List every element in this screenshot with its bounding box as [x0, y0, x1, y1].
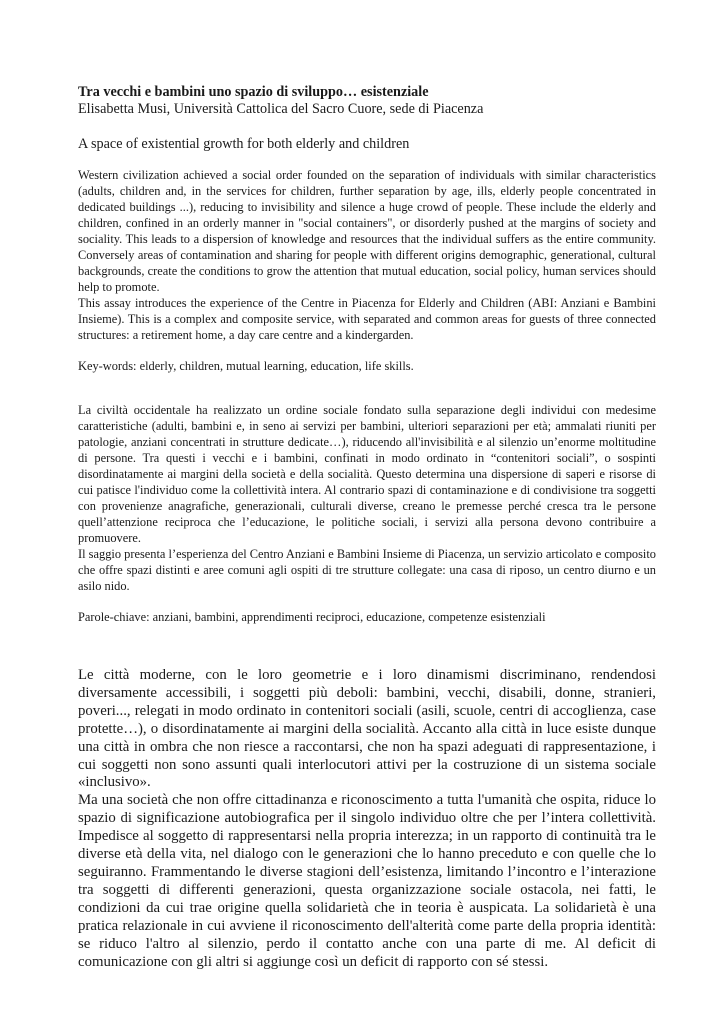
english-abstract-paragraph-2: This assay introduces the experience of the Centre in Piacenza for Elderly and Children (ABI: Anziani e Bambini Insieme). This is a complex and composite service, with separated and common areas for guests of three connected structures: a retirement home, a day care centre and a kindergarden.	[78, 296, 656, 342]
english-keywords: Key-words: elderly, children, mutual learning, education, life skills.	[78, 359, 414, 373]
english-title: A space of existential growth for both elderly and children	[78, 136, 410, 152]
italian-abstract-paragraph-2: Il saggio presenta l’esperienza del Centro Anziani e Bambini Insieme di Piacenza, un servizio articolato e composito che offre spazi distinti e aree comuni agli ospiti di tre strutture collegate: una casa di riposo, un centro diurno e un asilo nido.	[78, 547, 656, 593]
italian-keywords: Parole-chiave: anziani, bambini, apprendimenti reciproci, educazione, competenze esistenziali	[78, 610, 546, 624]
body-paragraph-1: Le città moderne, con le loro geometrie e i loro dinamismi discriminano, rendendosi diversamente accessibili, i soggetti più deboli: bambini, vecchi, disabili, donne, stranieri, poveri..., relegati in modo ordinato in contenitori sociali (asili, scuole, centri di accoglienza, case protette…), o disordinatamente ai margini della socialità. Accanto alla città in luce esiste dunque una città in ombra che non riesce a raccontarsi, che non ha spazi adeguati di rappresentazione, i cui soggetti non sono assunti quali interlocutori attivi per la costruzione di un sistema sociale «inclusivo».	[78, 667, 656, 791]
italian-abstract-paragraph-1: La civiltà occidentale ha realizzato un ordine sociale fondato sulla separazione degli individui con medesime caratteristiche (adulti, bambini e, in seno ai servizi per bambini, ulteriori separazioni per età; ammalati riuniti per patologie, anziani concentrati in strutture dedicate…), riducendo all'invisibilità e al silenzio un’enorme moltitudine di persone. Tra questi i vecchi e i bambini, confinati in modo ordinato in “contenitori sociali”, o sospinti disordinatamente ai margini della società e della socialità. Questo determina una dispersione di saperi e risorse di cui patisce l'individuo come la collettività intera. Al contrario spazi di contaminazione e di condivisione tra soggetti con provenienze anagrafiche, generazionali, culturali diverse, creano le premesse perché cresca tra le persone quell’attenzione reciproca che l’educazione, le politiche sociali, i servizi alla persona devono contribuire a promuovere.	[78, 403, 656, 545]
english-abstract-paragraph-1: Western civilization achieved a social order founded on the separation of individuals with similar characteristics (adults, children and, in the services for children, further separation by age, ills, elderly people concentrated in dedicated buildings ...), reducing to invisibility and silence a huge crowd of people. These include the elderly and children, confined in an orderly manner in "social containers", or disorderly pushed at the margins of society and sociality. This leads to a dispersion of knowledge and resources that the individual suffers as the entire community. Conversely areas of contamination and sharing for people with different origins demographic, generational, cultural backgrounds, create the conditions to grow the attention that mutual education, social policy, human services should help to promote.	[78, 168, 656, 294]
body-paragraph-2: Ma una società che non offre cittadinanza e riconoscimento a tutta l'umanità che ospita, riduce lo spazio di significazione autobiografica per il singolo individuo oltre che per l’intera collettività. Impedisce al soggetto di rappresentarsi nella propria interezza; in un rapporto di continuità tra le diverse età della vita, nel dialogo con le generazioni che lo hanno preceduto e con quelle che lo seguiranno. Frammentando le diverse stagioni dell’esistenza, limitando l’incontro e l’interazione tra soggetti di differenti generazioni, questa organizzazione sociale ostacola, nei fatti, le condizioni da cui trae origine quella solidarietà che in teoria è auspicata. La solidarietà è una pratica relazionale in cui avviene il riconoscimento dell'alterità come parte della propria identità: se riduco l'altro al silenzio, perdo il contatto anche con una parte di me. Al deficit di comunicazione con gli altri si aggiunge così un deficit di rapporto con sé stessi.	[78, 792, 656, 970]
author-affiliation: Elisabetta Musi, Università Cattolica del Sacro Cuore, sede di Piacenza	[78, 101, 484, 117]
paper-title: Tra vecchi e bambini uno spazio di sviluppo… esistenziale	[78, 84, 429, 100]
document-page	[78, 84, 656, 971]
